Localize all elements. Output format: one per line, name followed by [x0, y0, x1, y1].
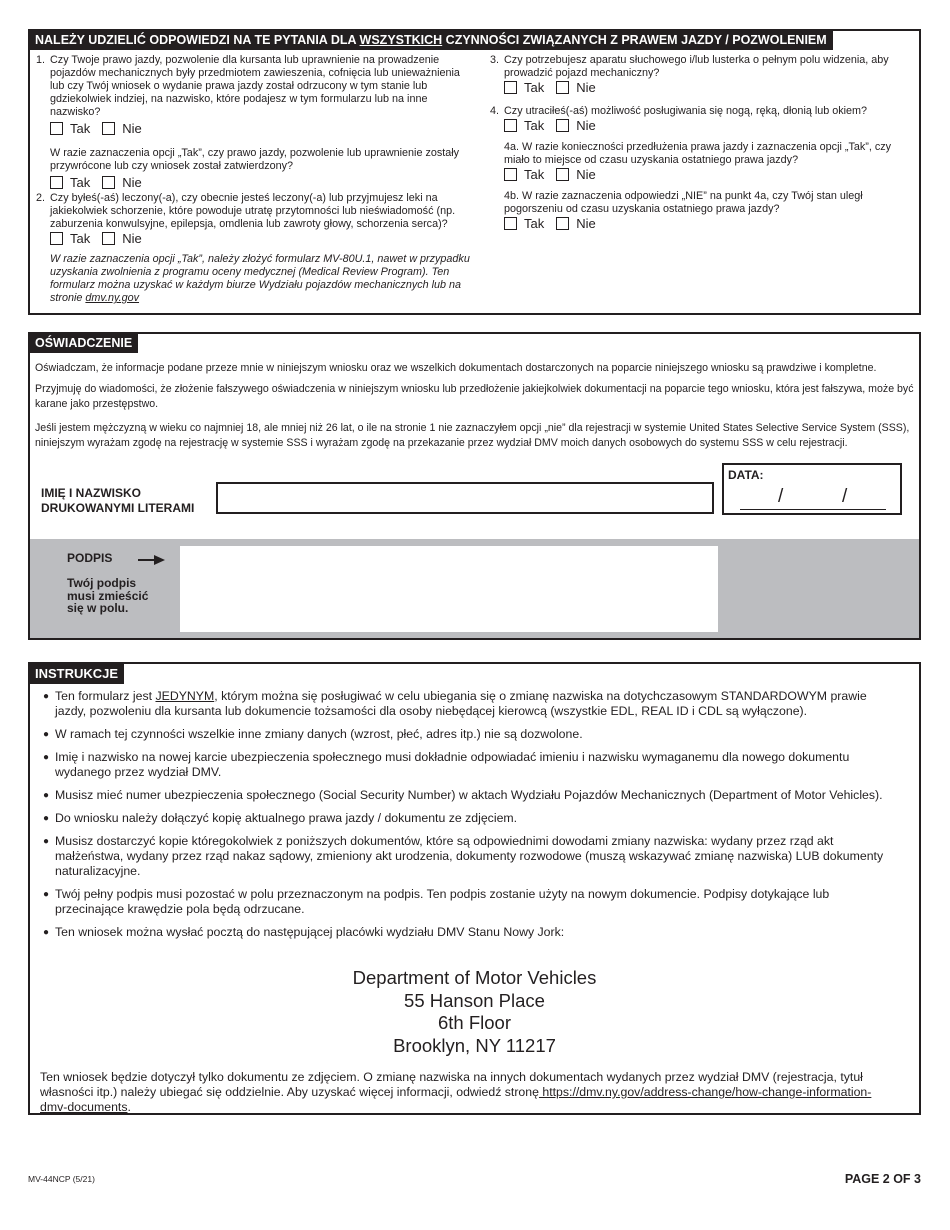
- question-4b-text: 4b. W razie zaznaczenia odpowiedzi „NIE” na punkt 4a, czy Twój stan uległ pogorszeniu od czasu uzyskania ostatniego prawa jazdy?: [504, 190, 863, 215]
- signature-field[interactable]: [180, 546, 718, 632]
- address-line: Brooklyn, NY 11217: [393, 1034, 556, 1056]
- question-2-text: Czy byłeś(-aś) leczony(-a), czy obecnie jesteś leczony(-a) lub przyjmujesz leki na jakiekolwiek schorzenie, które powoduje utratę przytomności lub nieświadomość (np. zaburzenia konwulsyjne, epilepsja, omdlenia lub zawroty głowy, schorzenia serca)?: [50, 192, 456, 230]
- question-4b-options: Tak Nie: [504, 217, 596, 230]
- instruction-item: ● Musisz dostarczyć kopie któregokolwiek z poniższych dokumentów, które są odpowiednimi dowodami zmiany nazwiska: wydany przez rząd akt małżeństwa, wydany przez rząd nakaz sądowy, zmieniony akt urodzenia, dokumenty rozwodowe (muszą wskazywać zmianę nazwiska) LUB dokumenty naturalizacyjne.: [30, 834, 900, 879]
- question-3-options: Tak Nie: [504, 81, 596, 94]
- question-2-options: Tak Nie: [50, 232, 142, 245]
- instruction-item: ● Do wniosku należy dołączyć kopię aktualnego prawa jazdy / dokumentu ze zdjęciem.: [30, 811, 900, 826]
- date-label: DATA:: [728, 468, 764, 482]
- date-slash-1: /: [778, 486, 784, 507]
- instruction-item: ● Ten formularz jest JEDYNYM, którym można się posługiwać w celu ubiegania się o zmianę nazwiska na dotychczasowym STANDARDOWYM prawie jazdy, pozwoleniu dla kursanta lub dokumencie tożsamości dla osoby niebędącej kierowcą (wszystkie EDL, REAL ID i CDL są wyłączone).: [30, 689, 900, 719]
- q3-no-checkbox[interactable]: [556, 81, 569, 94]
- instruction-item: ● Imię i nazwisko na nowej karcie ubezpieczenia społecznego musi dokładnie odpowiadać imieniu i nazwisku wymaganemu dla nowego dokumentu wydanego przez wydział DMV.: [30, 750, 900, 780]
- declaration-paragraph-3: Jeśli jestem mężczyzną w wieku co najmniej 18, ale mniej niż 26 lat, o ile na stronie 1 nie zaznaczyłem opcji „nie” dla rejestracji w systemie United States Selective Service System (SSS), niniejszym wyrażam zgodę na rejestrację w systemie SSS i wyrażam zgodę na przekazanie przez wydział DMV moich danych osobowych do systemu SSS w celu rejestracji.: [35, 422, 910, 449]
- questions-section: [28, 29, 921, 315]
- signature-band: [30, 539, 919, 638]
- instructions-footer-text: Ten wniosek będzie dotyczył tylko dokumentu ze zdjęciem. O zmianę nazwiska na innych dokumentach wydanych przez wydział DMV (rejestracja, tytuł własności itp.) należy ubiegać się oddzielnie. Aby uzyskać więcej informacji, odwiedź stronę https://dmv.ny.gov/address-change/how-change-information-dmv-documents.: [40, 1070, 872, 1114]
- q4a-yes-checkbox[interactable]: [504, 168, 517, 181]
- declaration-paragraph-2: Przyjmuję do wiadomości, że złożenie fałszywego oświadczenia w niniejszym wniosku lub przedłożenie jakiejkolwiek dokumentacji na poparcie tego wniosku, która jest fałszywa, może być karane jako przestępstwo.: [35, 383, 914, 410]
- q1-yes-checkbox[interactable]: [50, 122, 63, 135]
- q4a-no-checkbox[interactable]: [556, 168, 569, 181]
- date-line: [740, 509, 886, 510]
- declaration-section: [28, 332, 921, 640]
- question-4: 4. Czy utraciłeś(-aś) możliwość posługiwania się nogą, ręką, dłonią lub okiem? Tak Nie 4a. W razie konieczności przedłużenia prawa jazdy i zaznaczenia opcji „Tak”, czy miało to miejsce od czasu uzyskania ostatniego prawa jazdy? Tak Nie 4b. W razie zaznaczenia odpowiedzi „NIE” na punkt 4a, czy Twój stan uległ pogorszeniu od czasu uzyskania ostatniego prawa jazdy? Tak Nie: [490, 105, 910, 234]
- name-label: IMIĘ I NAZWISKO DRUKOWANYMI LITERAMI: [41, 486, 195, 515]
- q1f-no-checkbox[interactable]: [102, 176, 115, 189]
- instructions-list: [30, 689, 900, 948]
- instruction-item: ● Musisz mieć numer ubezpieczenia społecznego (Social Security Number) w aktach Wydziału Pojazdów Mechanicznych (Department of Motor Vehicles).: [30, 788, 900, 803]
- dmv-info-link[interactable]: https://dmv.ny.gov/address-change/how-change-information-dmv-documents: [40, 1085, 872, 1114]
- questions-header: NALEŻY UDZIELIĆ ODPOWIEDZI NA TE PYTANIA DLA WSZYSTKICH CZYNNOŚCI ZWIĄZANYCH Z PRAWEM JAZDY / POZWOLENIEM: [30, 31, 833, 50]
- q1f-yes-checkbox[interactable]: [50, 176, 63, 189]
- question-1: 1. Czy Twoje prawo jazdy, pozwolenie dla kursanta lub uprawnienie na prowadzenie pojazdów mechanicznych były przedmiotem zawieszenia, cofnięcia lub unieważnienia lub czy Twój wniosek o wydanie prawa jazdy został odrzucony w tym stanie lub gdziekolwiek indziej, na nazwisko, które podajesz w tym formularzu lub na inne nazwisko? Tak Nie W razie zaznaczenia opcji „Tak”, czy prawo jazdy, pozwolenie lub uprawnienie zostały przywrócone lub czy wniosek został zatwierdzony? Tak Nie: [36, 54, 476, 193]
- question-3-text: Czy potrzebujesz aparatu słuchowego i/lub lusterka o pełnym polu widzenia, aby prowadzić pojazd mechaniczny?: [504, 54, 889, 79]
- instruction-item: ● Twój pełny podpis musi pozostać w polu przeznaczonym na podpis. Ten podpis zostanie użyty na nowym dokumencie. Podpisy dotykające lub przecinające krawędzie pola będą odrzucane.: [30, 887, 900, 917]
- question-3: 3. Czy potrzebujesz aparatu słuchowego i/lub lusterka o pełnym polu widzenia, aby prowadzić pojazd mechaniczny? Tak Nie: [490, 54, 900, 98]
- instructions-header: INSTRUKCJE: [30, 664, 124, 684]
- question-2-note: W razie zaznaczenia opcji „Tak”, należy złożyć formularz MV-80U.1, nawet w przypadku uzyskania zwolnienia z programu oceny medycznej (Medical Review Program). Ten formularz można uzyskać w każdym biurze Wydziału pojazdów mechanicznych lub na stronie dmv.ny.gov: [50, 253, 470, 304]
- form-id: MV-44NCP (5/21): [28, 1174, 95, 1184]
- question-4a-options: Tak Nie: [504, 168, 596, 181]
- signature-label: PODPIS: [67, 551, 113, 565]
- mailing-address: [30, 967, 919, 1057]
- instructions-section: [28, 662, 921, 1115]
- arrow-right-icon: [138, 554, 166, 566]
- question-4-options: Tak Nie: [504, 119, 596, 132]
- address-line: 55 Hanson Place: [404, 989, 545, 1011]
- q4-yes-checkbox[interactable]: [504, 119, 517, 132]
- signature-note: Twój podpis musi zmieścić się w polu.: [67, 576, 149, 615]
- question-1-followup: W razie zaznaczenia opcji „Tak”, czy prawo jazdy, pozwolenie lub uprawnienie zostały przywrócone lub czy wniosek został zatwierdzony?: [50, 147, 460, 172]
- dmv-link[interactable]: dmv.ny.gov: [85, 292, 140, 304]
- q1-no-checkbox[interactable]: [102, 122, 115, 135]
- question-1-followup-options: Tak Nie: [50, 176, 142, 189]
- printed-name-field[interactable]: [216, 482, 714, 514]
- q4-no-checkbox[interactable]: [556, 119, 569, 132]
- instruction-item: ● W ramach tej czynności wszelkie inne zmiany danych (wzrost, płeć, adres itp.) nie są dozwolone.: [30, 727, 900, 742]
- address-line: Department of Motor Vehicles: [352, 967, 597, 988]
- instruction-item: ● Ten wniosek można wysłać pocztą do następującej placówki wydziału DMV Stanu Nowy Jork:: [30, 925, 900, 940]
- q2-no-checkbox[interactable]: [102, 232, 115, 245]
- q2-yes-checkbox[interactable]: [50, 232, 63, 245]
- q4b-yes-checkbox[interactable]: [504, 217, 517, 230]
- question-4a-text: 4a. W razie konieczności przedłużenia prawa jazdy i zaznaczenia opcji „Tak”, czy miało to miejsce od czasu uzyskania ostatniego prawa jazdy?: [504, 141, 892, 166]
- q4b-no-checkbox[interactable]: [556, 217, 569, 230]
- date-field[interactable]: [722, 463, 902, 515]
- question-2: 2. Czy byłeś(-aś) leczony(-a), czy obecnie jesteś leczony(-a) lub przyjmujesz leki na jakiekolwiek schorzenie, które powoduje utratę przytomności lub nieświadomość (np. zaburzenia konwulsyjne, epilepsja, omdlenia lub zawroty głowy, schorzenia serca)? Tak Nie W razie zaznaczenia opcji „Tak”, należy złożyć formularz MV-80U.1, nawet w przypadku uzyskania zwolnienia z programu oceny medycznej (Medical Review Program). Ten formularz można uzyskać w każdym biurze Wydziału pojazdów mechanicznych lub na stronie dmv.ny.gov: [36, 192, 476, 305]
- address-line: 6th Floor: [437, 1012, 511, 1033]
- page-number: PAGE 2 OF 3: [844, 1172, 921, 1186]
- question-1-text: Czy Twoje prawo jazdy, pozwolenie dla kursanta lub uprawnienie na prowadzenie pojazdów mechanicznych były przedmiotem zawieszenia, cofnięcia lub unieważnienia lub czy Twój wniosek o wydanie prawa jazdy został odrzucony w tym stanie lub gdziekolwiek indziej, na nazwisko, które podajesz w tym formularzu lub na inne nazwisko?: [50, 54, 460, 118]
- question-4-text: Czy utraciłeś(-aś) możliwość posługiwania się nogą, ręką, dłonią lub okiem?: [504, 105, 868, 117]
- declaration-paragraph-1: Oświadczam, że informacje podane przeze mnie w niniejszym wniosku oraz we wszelkich dokumentach dostarczonych na poparcie niniejszego wniosku są prawdziwe i kompletne.: [35, 362, 877, 374]
- question-1-options: Tak Nie: [50, 122, 142, 135]
- date-slash-2: /: [842, 486, 848, 507]
- declaration-header: OŚWIADCZENIE: [30, 334, 138, 353]
- q3-yes-checkbox[interactable]: [504, 81, 517, 94]
